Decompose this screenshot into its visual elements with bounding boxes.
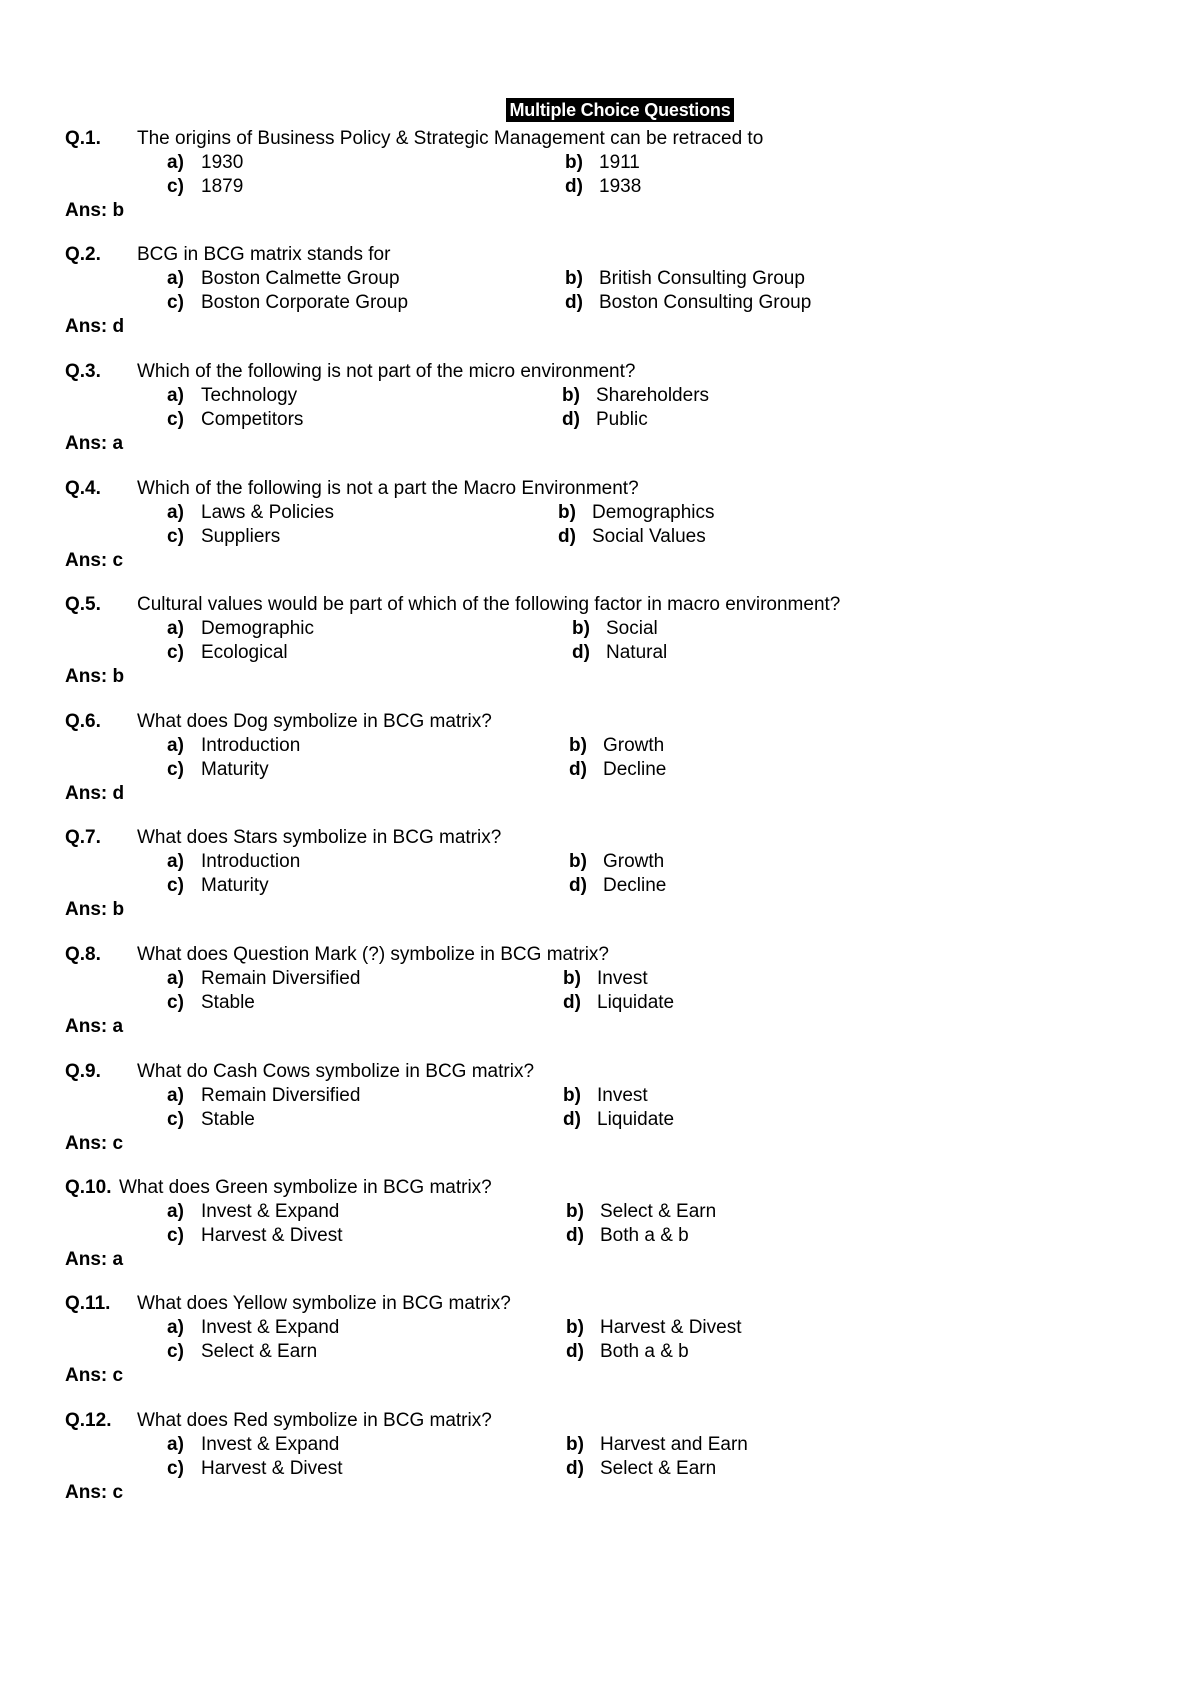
question-line <box>65 1060 1135 1084</box>
option-row <box>65 1224 1135 1248</box>
option-letter: c) <box>167 176 184 197</box>
option-text: Demographics <box>592 502 715 523</box>
option-item <box>167 1200 339 1224</box>
option-text: Liquidate <box>597 1109 675 1130</box>
option-letter: c) <box>167 1109 184 1130</box>
option-item <box>565 291 811 315</box>
option-text: Social <box>606 618 658 639</box>
option-text: Boston Consulting Group <box>599 292 812 313</box>
option-item <box>167 734 300 758</box>
option-text: Decline <box>603 759 667 780</box>
option-row <box>65 525 1135 549</box>
option-letter: d) <box>563 1109 581 1130</box>
option-text: Invest & Expand <box>201 1434 340 1455</box>
option-text: 1879 <box>201 176 244 197</box>
option-text: Growth <box>603 851 665 872</box>
option-letter: a) <box>167 851 184 872</box>
option-text: Boston Corporate Group <box>201 292 409 313</box>
question-text: What does Dog symbolize in BCG matrix? <box>137 711 492 732</box>
option-letter: c) <box>167 992 184 1013</box>
option-row <box>65 267 1135 291</box>
option-text: Both a & b <box>600 1341 689 1362</box>
option-letter: d) <box>562 409 580 430</box>
option-letter: d) <box>569 759 587 780</box>
option-text: Suppliers <box>201 526 281 547</box>
question-text: What does Stars symbolize in BCG matrix? <box>137 827 502 848</box>
option-text: Technology <box>201 385 298 406</box>
option-letter: c) <box>167 759 184 780</box>
question-line <box>65 243 1135 267</box>
question-block <box>65 826 1135 922</box>
question-text: What does Green symbolize in BCG matrix? <box>119 1177 492 1198</box>
answer-label: Ans: a <box>65 1016 124 1037</box>
option-text: Maturity <box>201 875 269 896</box>
option-text: Invest <box>597 1085 648 1106</box>
option-row <box>65 1340 1135 1364</box>
option-item <box>167 267 400 291</box>
option-row <box>65 501 1135 525</box>
option-text: Natural <box>606 642 668 663</box>
option-row <box>65 850 1135 874</box>
option-item <box>167 967 360 991</box>
option-row <box>65 1108 1135 1132</box>
option-text: 1911 <box>599 152 640 173</box>
option-text: Stable <box>201 992 255 1013</box>
option-item <box>167 525 280 549</box>
option-item <box>563 991 674 1015</box>
question-block <box>65 360 1135 456</box>
answer-label: Ans: b <box>65 200 125 221</box>
option-item <box>167 175 243 199</box>
option-item <box>562 408 648 432</box>
question-text: What does Red symbolize in BCG matrix? <box>137 1410 492 1431</box>
answer-label: Ans: b <box>65 666 125 687</box>
option-letter: c) <box>167 1458 184 1479</box>
question-block <box>65 1176 1135 1272</box>
option-text: Competitors <box>201 409 304 430</box>
option-item <box>167 1084 360 1108</box>
option-item <box>167 384 297 408</box>
option-item <box>167 1108 255 1132</box>
option-letter: a) <box>167 1317 184 1338</box>
option-item <box>569 758 666 782</box>
option-item <box>167 850 300 874</box>
option-item <box>167 758 269 782</box>
answer-label: Ans: c <box>65 1365 124 1386</box>
question-line <box>65 127 1135 151</box>
option-item <box>562 384 709 408</box>
option-text: Harvest & Divest <box>600 1317 742 1338</box>
option-item <box>167 1433 339 1457</box>
answer-label: Ans: a <box>65 1249 124 1270</box>
option-row <box>65 1457 1135 1481</box>
option-letter: d) <box>565 176 583 197</box>
option-item <box>563 967 648 991</box>
option-text: Harvest & Divest <box>201 1458 343 1479</box>
option-letter: c) <box>167 642 184 663</box>
option-text: British Consulting Group <box>599 268 805 289</box>
option-item <box>167 991 255 1015</box>
question-line <box>65 1409 1135 1433</box>
option-item <box>569 734 664 758</box>
option-text: Liquidate <box>597 992 675 1013</box>
option-text: Public <box>596 409 648 430</box>
option-letter: c) <box>167 526 184 547</box>
option-row <box>65 1084 1135 1108</box>
option-item <box>167 874 269 898</box>
option-row <box>65 1433 1135 1457</box>
question-block <box>65 1060 1135 1156</box>
answer-label: Ans: c <box>65 550 124 571</box>
question-text: The origins of Business Policy & Strategic Management can be retraced to <box>137 128 764 149</box>
option-item <box>167 1316 339 1340</box>
option-row <box>65 291 1135 315</box>
question-number: Q.10. <box>65 1177 112 1198</box>
option-item <box>167 1340 317 1364</box>
option-letter: b) <box>563 1085 581 1106</box>
question-line <box>65 1292 1135 1316</box>
option-item <box>558 501 715 525</box>
option-text: Growth <box>603 735 665 756</box>
option-letter: b) <box>566 1434 584 1455</box>
option-letter: b) <box>569 735 587 756</box>
question-text: Which of the following is not a part the Macro Environment? <box>137 478 639 499</box>
option-item <box>572 617 658 641</box>
option-item <box>565 175 641 199</box>
option-text: Decline <box>603 875 667 896</box>
option-text: Boston Calmette Group <box>201 268 400 289</box>
title-wrap <box>0 98 1200 122</box>
option-letter: c) <box>167 409 184 430</box>
option-text: Maturity <box>201 759 269 780</box>
option-text: Invest & Expand <box>201 1201 340 1222</box>
option-row <box>65 151 1135 175</box>
option-text: Remain Diversified <box>201 1085 361 1106</box>
option-letter: b) <box>565 152 583 173</box>
option-letter: c) <box>167 292 184 313</box>
answer-label: Ans: b <box>65 899 125 920</box>
answer-label: Ans: c <box>65 1482 124 1503</box>
question-block <box>65 477 1135 573</box>
option-letter: b) <box>572 618 590 639</box>
option-item <box>563 1084 648 1108</box>
question-text: What does Question Mark (?) symbolize in BCG matrix? <box>137 944 609 965</box>
question-line <box>65 943 1135 967</box>
option-row <box>65 175 1135 199</box>
option-text: Ecological <box>201 642 288 663</box>
question-number: Q.3. <box>65 361 101 382</box>
option-letter: c) <box>167 1341 184 1362</box>
option-row <box>65 617 1135 641</box>
option-text: Social Values <box>592 526 706 547</box>
question-number: Q.7. <box>65 827 101 848</box>
option-letter: b) <box>565 268 583 289</box>
question-text: Which of the following is not part of the micro environment? <box>137 361 636 382</box>
question-number: Q.1. <box>65 128 101 149</box>
option-text: Stable <box>201 1109 255 1130</box>
option-letter: a) <box>167 152 184 173</box>
option-letter: a) <box>167 1201 184 1222</box>
option-letter: d) <box>563 992 581 1013</box>
question-number: Q.4. <box>65 478 101 499</box>
option-letter: a) <box>167 735 184 756</box>
option-text: Demographic <box>201 618 314 639</box>
option-text: Introduction <box>201 735 301 756</box>
option-letter: b) <box>558 502 576 523</box>
option-text: 1938 <box>599 176 642 197</box>
answer-label: Ans: c <box>65 1133 124 1154</box>
option-text: Harvest and Earn <box>600 1434 748 1455</box>
option-item <box>566 1457 716 1481</box>
option-text: Invest <box>597 968 648 989</box>
option-row <box>65 734 1135 758</box>
option-item <box>167 1224 342 1248</box>
question-number: Q.12. <box>65 1410 112 1431</box>
option-letter: c) <box>167 875 184 896</box>
option-letter: b) <box>566 1201 584 1222</box>
option-row <box>65 641 1135 665</box>
question-block <box>65 243 1135 339</box>
question-block <box>65 1409 1135 1505</box>
option-item <box>565 151 640 175</box>
option-letter: c) <box>167 1225 184 1246</box>
option-item <box>167 151 243 175</box>
question-block <box>65 593 1135 689</box>
option-item <box>566 1200 716 1224</box>
option-item <box>167 617 314 641</box>
option-item <box>167 408 303 432</box>
answer-label: Ans: a <box>65 433 124 454</box>
option-letter: b) <box>563 968 581 989</box>
option-text: Both a & b <box>600 1225 689 1246</box>
question-line <box>65 710 1135 734</box>
question-line <box>65 477 1135 501</box>
option-item <box>566 1433 748 1457</box>
option-text: Laws & Policies <box>201 502 335 523</box>
option-row <box>65 967 1135 991</box>
option-letter: d) <box>565 292 583 313</box>
page-title: Multiple Choice Questions <box>506 98 733 122</box>
option-item <box>167 1457 342 1481</box>
option-item <box>572 641 667 665</box>
option-text: Select & Earn <box>600 1458 717 1479</box>
question-line <box>65 1176 1135 1200</box>
question-block <box>65 943 1135 1039</box>
question-number: Q.8. <box>65 944 101 965</box>
question-text: BCG in BCG matrix stands for <box>137 244 391 265</box>
option-letter: d) <box>558 526 576 547</box>
option-item <box>566 1316 741 1340</box>
question-line <box>65 360 1135 384</box>
option-text: Shareholders <box>596 385 710 406</box>
option-letter: b) <box>562 385 580 406</box>
option-letter: b) <box>569 851 587 872</box>
option-row <box>65 1200 1135 1224</box>
option-row <box>65 384 1135 408</box>
option-letter: a) <box>167 1434 184 1455</box>
option-item <box>566 1224 689 1248</box>
option-text: Harvest & Divest <box>201 1225 343 1246</box>
question-number: Q.6. <box>65 711 101 732</box>
option-letter: d) <box>566 1458 584 1479</box>
option-text: Invest & Expand <box>201 1317 340 1338</box>
option-letter: a) <box>167 1085 184 1106</box>
option-row <box>65 758 1135 782</box>
option-letter: b) <box>566 1317 584 1338</box>
option-item <box>167 641 288 665</box>
option-letter: a) <box>167 968 184 989</box>
question-block <box>65 127 1135 223</box>
option-item <box>167 501 334 525</box>
option-row <box>65 1316 1135 1340</box>
option-letter: a) <box>167 618 184 639</box>
question-block <box>65 710 1135 806</box>
option-row <box>65 991 1135 1015</box>
option-item <box>569 850 664 874</box>
answer-label: Ans: d <box>65 783 125 804</box>
answer-label: Ans: d <box>65 316 125 337</box>
option-letter: a) <box>167 385 184 406</box>
question-block <box>65 1292 1135 1388</box>
option-item <box>167 291 408 315</box>
option-text: 1930 <box>201 152 244 173</box>
question-number: Q.9. <box>65 1061 101 1082</box>
option-row <box>65 408 1135 432</box>
option-item <box>569 874 666 898</box>
question-number: Q.2. <box>65 244 101 265</box>
option-letter: a) <box>167 268 184 289</box>
option-text: Select & Earn <box>600 1201 717 1222</box>
option-letter: d) <box>569 875 587 896</box>
option-text: Remain Diversified <box>201 968 361 989</box>
option-letter: d) <box>566 1225 584 1246</box>
option-row <box>65 874 1135 898</box>
question-text: Cultural values would be part of which of the following factor in macro environment? <box>137 594 841 615</box>
option-letter: d) <box>566 1341 584 1362</box>
option-text: Introduction <box>201 851 301 872</box>
question-text: What do Cash Cows symbolize in BCG matrix? <box>137 1061 535 1082</box>
question-text: What does Yellow symbolize in BCG matrix? <box>137 1293 511 1314</box>
option-item <box>563 1108 674 1132</box>
option-item <box>558 525 706 549</box>
option-item <box>566 1340 689 1364</box>
option-text: Select & Earn <box>201 1341 318 1362</box>
question-number: Q.5. <box>65 594 101 615</box>
question-number: Q.11. <box>65 1293 111 1314</box>
question-line <box>65 593 1135 617</box>
option-letter: d) <box>572 642 590 663</box>
question-line <box>65 826 1135 850</box>
option-item <box>565 267 805 291</box>
option-letter: a) <box>167 502 184 523</box>
